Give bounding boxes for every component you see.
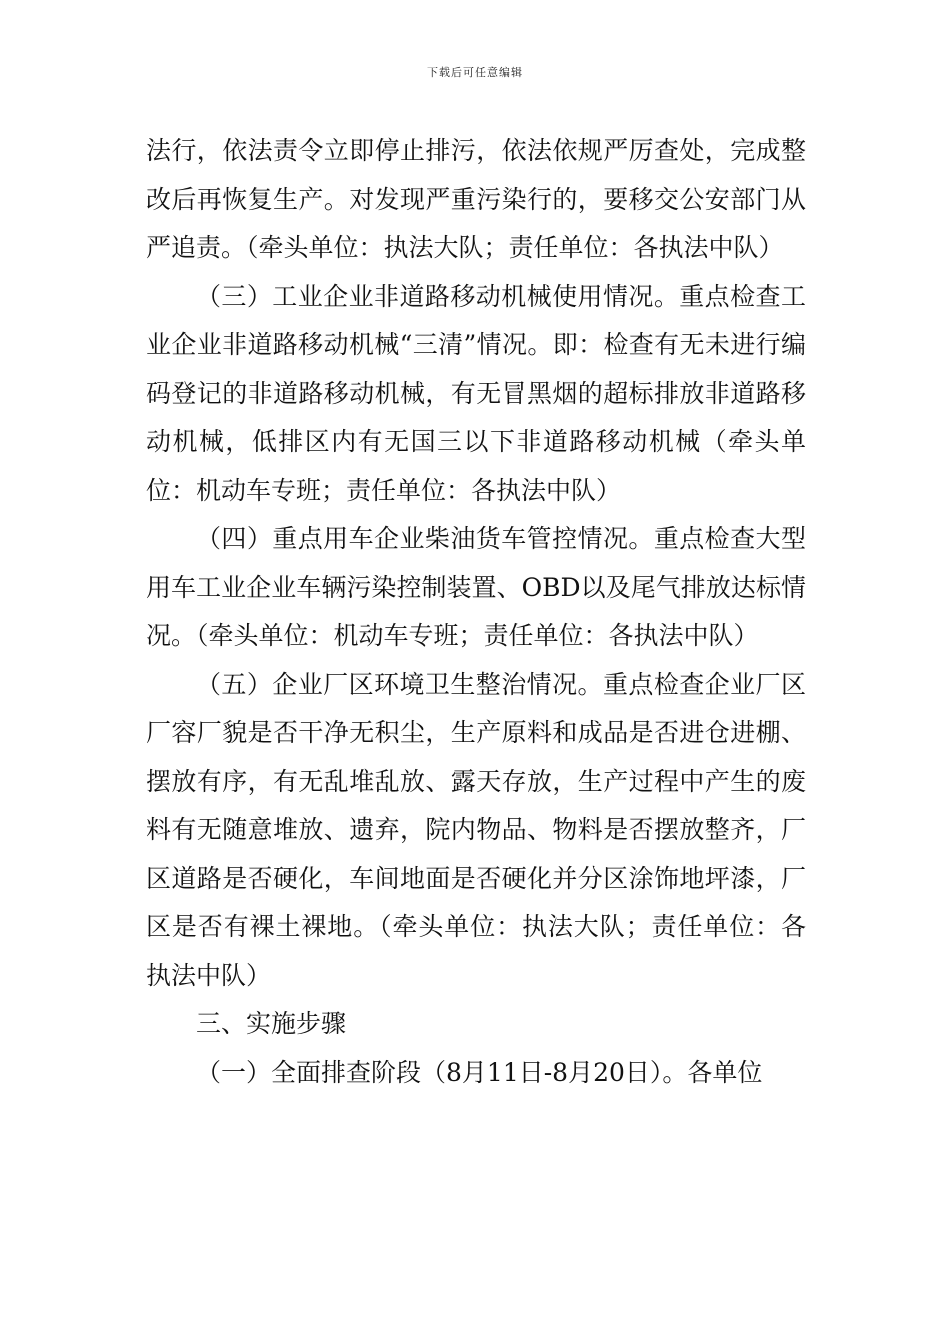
paragraph-continuation: 法行，依法责令立即停止排污，依法依规严厉查处，完成整改后再恢复生产。对发现严重污染行的，要移交公安部门从严追责。（牵头单位：执法大队；责任单位：各执法中队） (146, 136, 806, 262)
paragraph-step-1: （一）全面排查阶段（8月11日-8月20日）。各单位 (196, 1057, 763, 1087)
section-heading-implementation-steps: 三、实施步骤 (196, 1009, 347, 1038)
document-body (146, 127, 806, 1097)
paragraph-section-5: （五）企业厂区环境卫生整治情况。重点检查企业厂区厂容厂貌是否干净无积尘，生产原料和成品是否进仓进棚、摆放有序，有无乱堆乱放、露天存放，生产过程中产生的废料有无随意堆放、遗弃，院内物品、物料是否摆放整齐，厂区道路是否硬化，车间地面是否硬化并分区涂饰地坪漆，厂区是否有裸土裸地。（牵头单位：执法大队；责任单位：各执法中队） (146, 669, 806, 990)
paragraph-section-3: （三）工业企业非道路移动机械使用情况。重点检查工业企业非道路移动机械“三清”情况。即：检查有无未进行编码登记的非道路移动机械，有无冒黑烟的超标排放非道路移动机械，低排区内有无国三以下非道路移动机械（牵头单位：机动车专班；责任单位：各执法中队） (146, 281, 806, 505)
paragraph-section-4: （四）重点用车企业柴油货车管控情况。重点检查大型用车工业企业车辆污染控制装置、OBD以及尾气排放达标情况。（牵头单位：机动车专班；责任单位：各执法中队） (146, 524, 806, 650)
page-header: 下载后可任意编辑 (427, 66, 523, 79)
